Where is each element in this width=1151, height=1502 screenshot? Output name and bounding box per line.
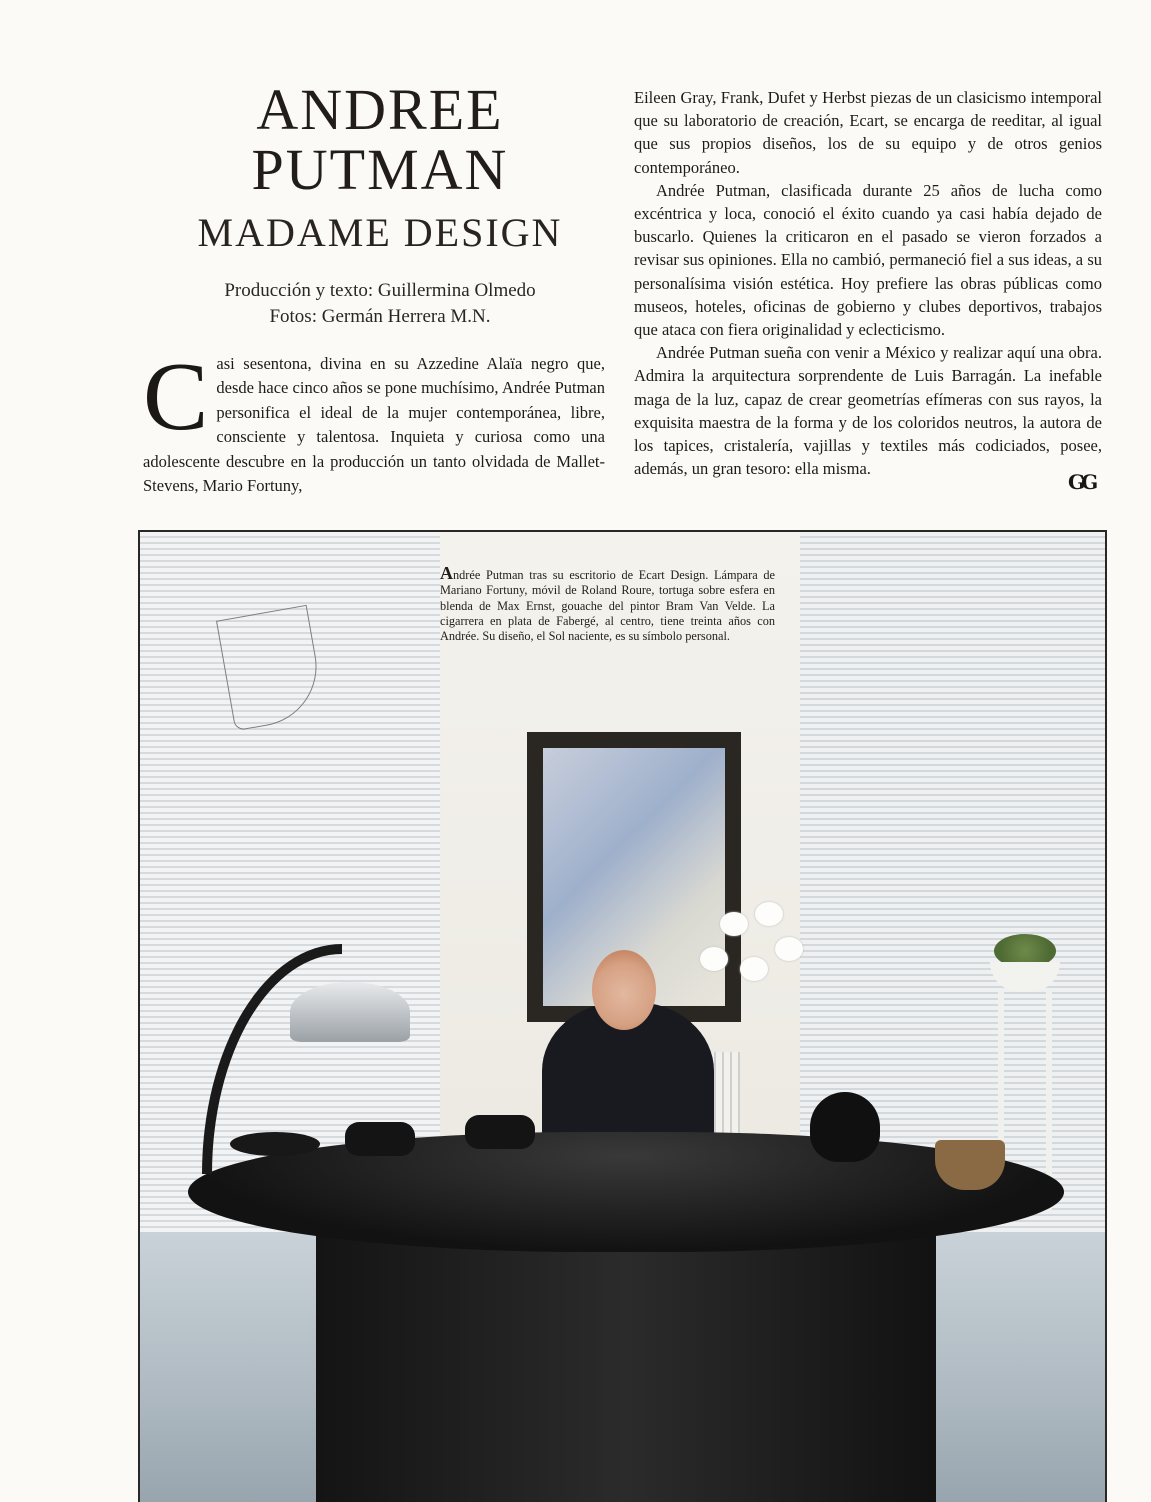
end-mark-icon: GG: [1068, 470, 1095, 494]
left-column-text: asi sesentona, divina en su Azzedine Alaïa negro que, desde hace cinco años se pone muchísimo, Andrée Putman personifica el ideal de la mujer contemporánea, libre, consciente y talentosa. Inquieta y curiosa como una adolescente descubre en la producción un tanto olvidada de Mallet-Stevens, Mario Fortuny,: [143, 354, 605, 496]
body-column-left: [143, 343, 605, 498]
title-line-1: ANDREE: [256, 77, 504, 142]
credit-photos: Fotos: Germán Herrera M.N.: [269, 306, 491, 327]
right-paragraph-2: Andrée Putman, clasificada durante 25 años de lucha como excéntrica y loca, conoció el éxito cuando ya casi había dejado de buscarlo. Quienes la criticaron en el pasado se vieron forzados a revisar sus opiniones. Ella no cambió, permaneció fiel a sus ideas, a su personalísima visión estética. Hoy prefiere las obras públicas como museos, hoteles, oficinas de gobierno y clubes deportivos, trabajos que ataca con fiera originalidad y eclecticismo.: [634, 180, 1102, 340]
desk-base: [316, 1212, 936, 1502]
title-line-2: PUTMAN: [251, 137, 509, 202]
caption-text: ndrée Putman tras su escritorio de Ecart Design. Lámpara de Mariano Fortuny, móvil de Roland Roure, tortuga sobre esfera en blenda de Max Ernst, gouache del pintor Bram Van Velde. La cigarrera en plata de Fabergé, al centro, tiene treinta años con Andrée. Su diseño, el Sol naciente, es su símbolo personal.: [440, 568, 775, 644]
telephone: [465, 1115, 535, 1149]
telephone: [345, 1122, 415, 1156]
lamp-shade: [290, 982, 410, 1042]
plant-bowl: [990, 962, 1060, 992]
caption-initial: A: [440, 563, 453, 583]
article-subtitle: MADAME DESIGN: [197, 210, 563, 255]
article-credits: [150, 278, 610, 330]
right-paragraph-1: Eileen Gray, Frank, Dufet y Herbst piezas de un clasicismo intemporal que su laboratorio de creación, Ecart, se encarga de reeditar, al igual que sus propios diseños, los de su equipo y de otros genios contemporáneo.: [634, 88, 1102, 177]
body-column-right: [634, 86, 1102, 480]
lamp-base: [230, 1132, 320, 1156]
article-header: [150, 77, 610, 330]
right-paragraph-3: Andrée Putman sueña con venir a México y realizar aquí una obra. Admira la arquitectura sorprendente de Luis Barragán. La inefable maga de la luz, capaz de crear geometrías efímeras con sus rayos, la exquisita maestra de la forma y de los coloridos neutros, la autora de los tapices, cristalería, vajillas y textiles más codiciados, posee, además, un gran tesoro: ella misma.: [634, 343, 1102, 479]
person-head: [592, 950, 656, 1030]
orchid-flowers: [700, 902, 810, 1002]
credit-production: Producción y texto: Guillermina Olmedo: [224, 280, 536, 301]
photo-caption: [440, 563, 775, 644]
drop-cap: C: [143, 343, 209, 451]
tortoise-sculpture: [810, 1092, 880, 1162]
office-photo: [138, 530, 1107, 1502]
orchid-pot: [935, 1140, 1005, 1190]
